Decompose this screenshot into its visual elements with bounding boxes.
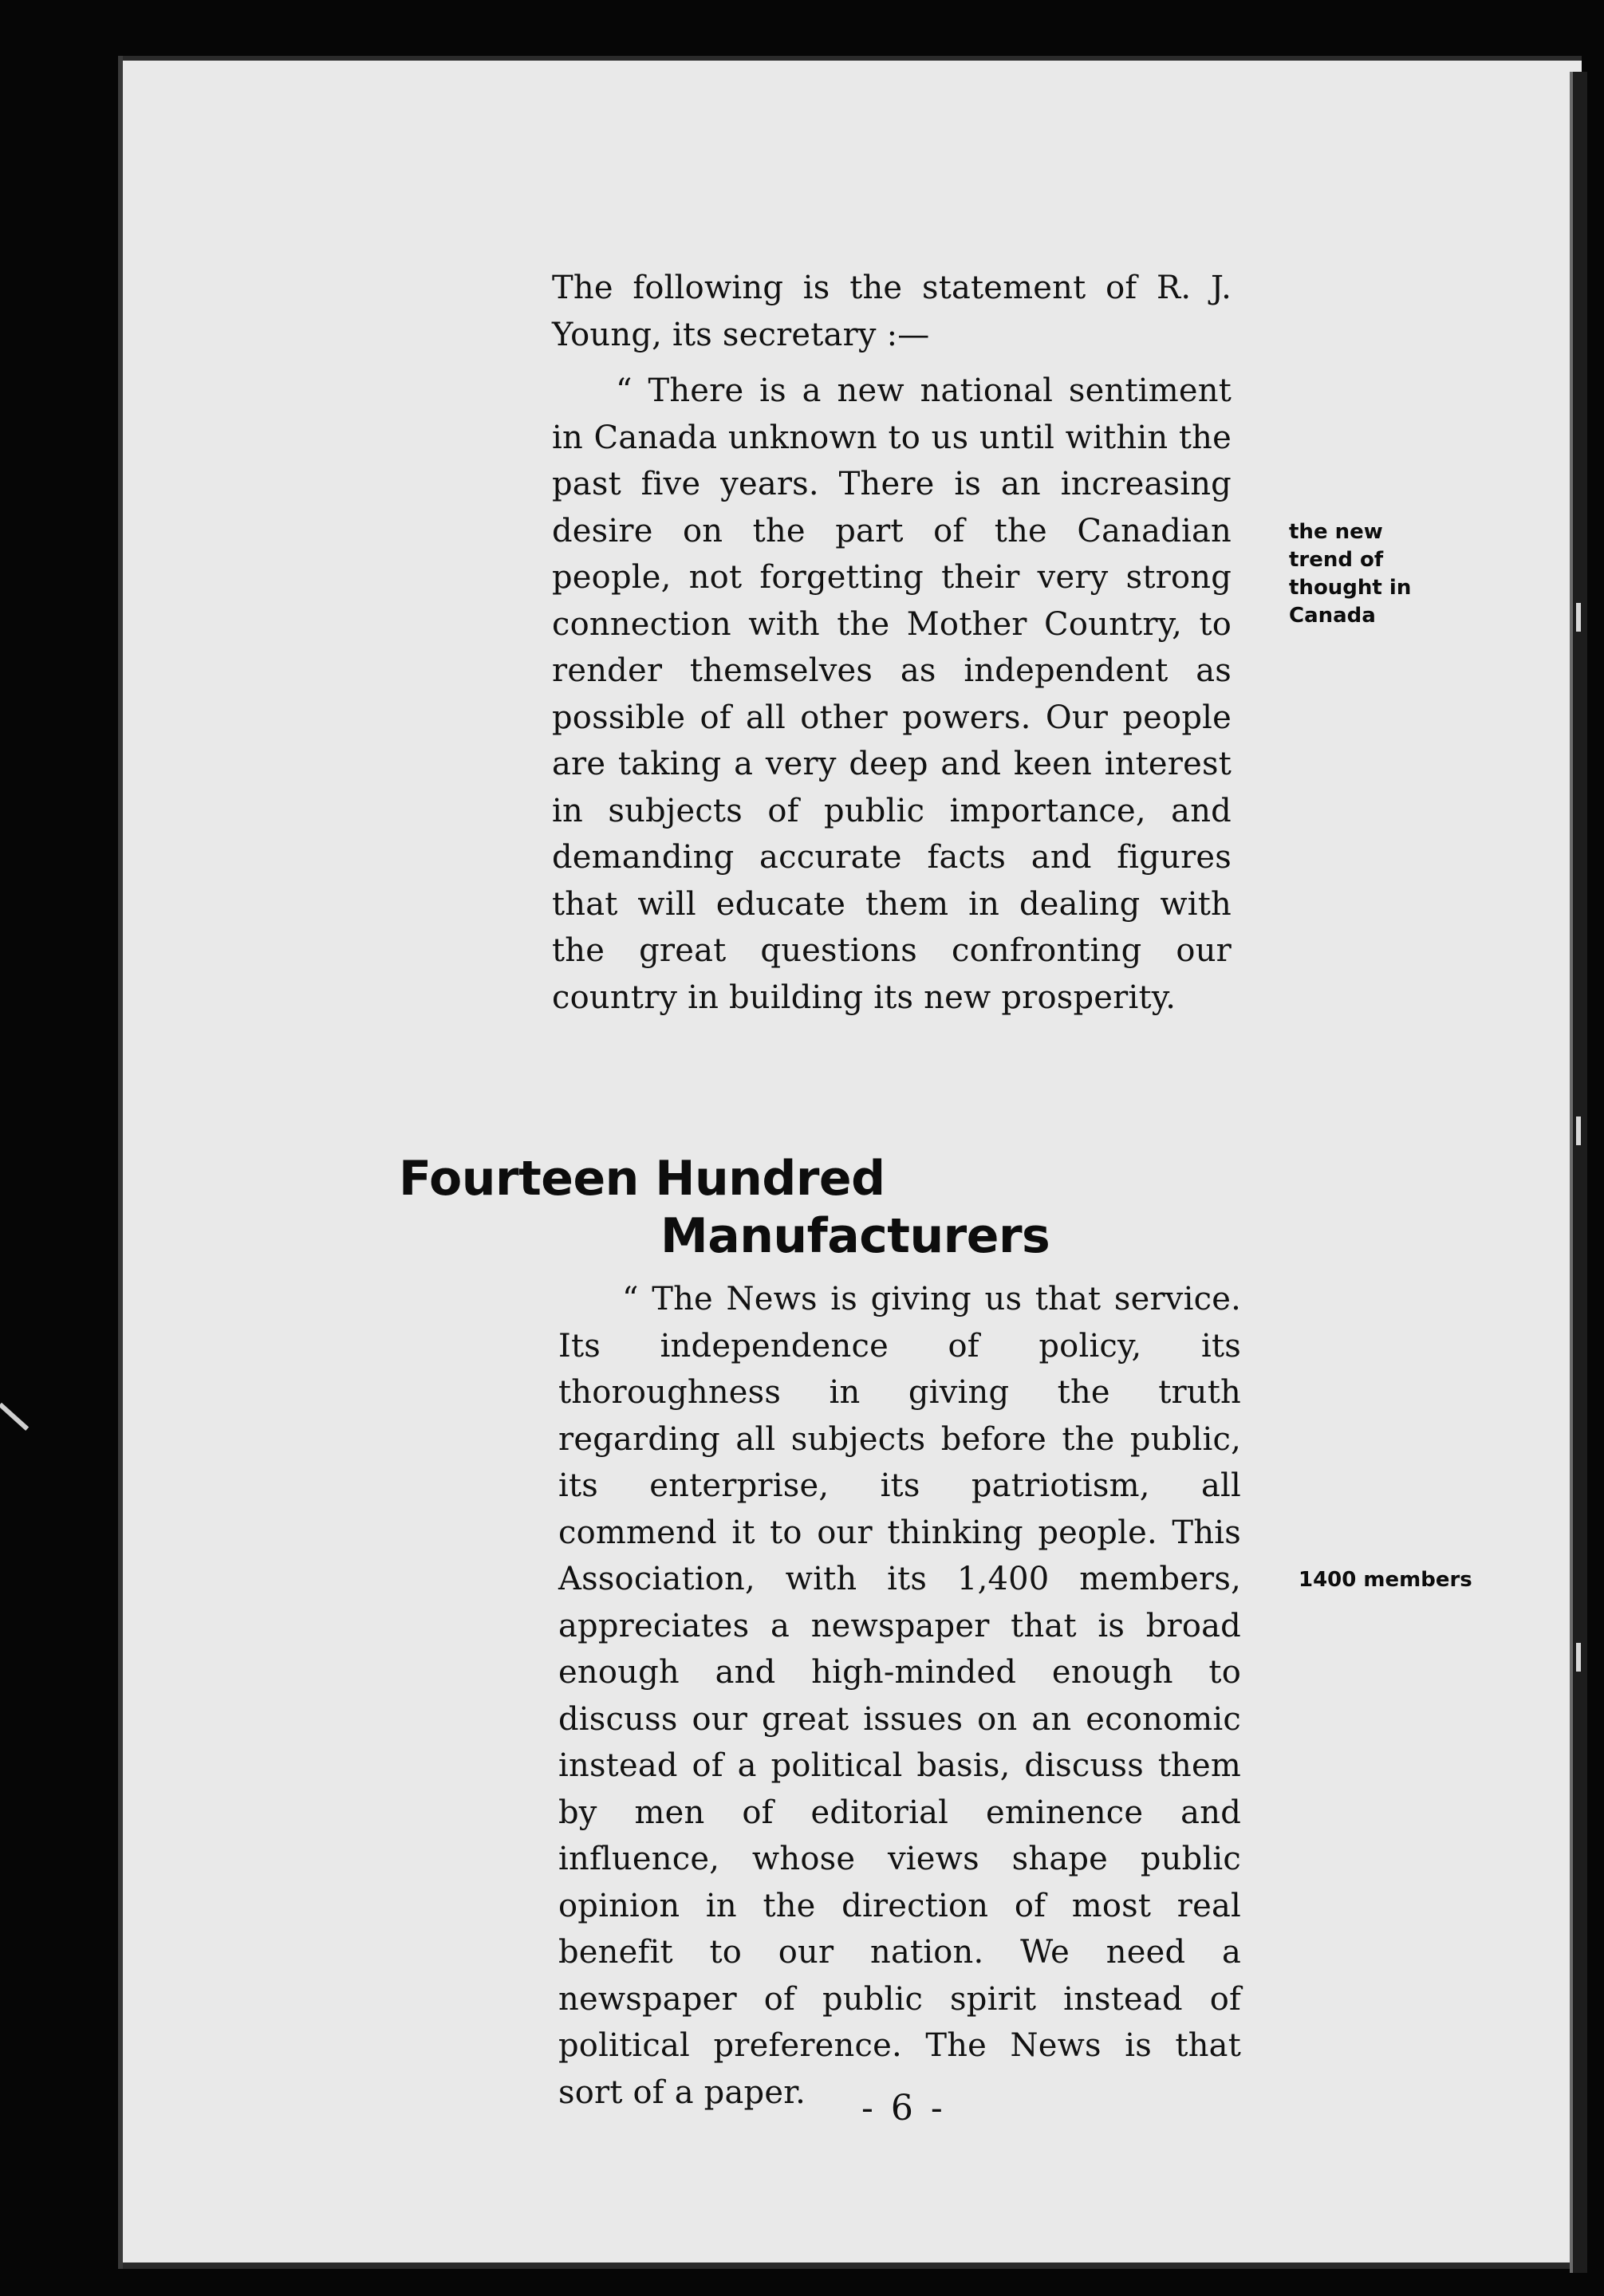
intro-paragraph: The following is the statement of R. J. Young, its secretary :—: [552, 270, 1232, 353]
binding-mark: [1576, 603, 1581, 632]
page-number: - 6 -: [861, 2088, 946, 2129]
binding-mark: [1576, 1116, 1581, 1145]
news-quote-block: [558, 1276, 1241, 2116]
section-heading-line-2: Manufacturers: [660, 1208, 1050, 1264]
quote-paragraph: “ There is a new national sentiment in Canada unknown to us until within the past five years. There is an increasing desire on the part of the Canadian people, not forgetting their very strong connection with the Mother Country, to render themselves as independent as possible of all other powers. Our people are taking a very deep and keen interest in subjects of public importance, and demanding accurate facts and figures that will educate them in dealing with the great questions confronting our country in building its new prosperity.: [552, 372, 1232, 1016]
page-right-edge: [1570, 72, 1587, 2273]
section-heading-line-1: Fourteen Hundred: [399, 1151, 885, 1207]
margin-note-trend: the new trend of thought in Canada: [1289, 520, 1412, 628]
statement-block: [552, 265, 1232, 1021]
binding-mark: [1576, 1643, 1581, 1672]
margin-note-members: 1400 members: [1299, 1568, 1472, 1592]
news-paragraph: “ The News is giving us that service. Its independence of policy, its thoroughness in giving the truth regarding all subjects before the public, its enterprise, its patriotism, all commend it to our thinking people. This Association, with its 1,400 members, appreciates a newspaper that is broad enough and high-minded enough to discuss our great issues on an economic instead of a political basis, discuss them by men of editorial eminence and influence, whose views shape public opinion in the direction of most real benefit to our nation. We need a newspaper of public spirit instead of political preference. The News is that sort of a paper.: [558, 1281, 1241, 2111]
